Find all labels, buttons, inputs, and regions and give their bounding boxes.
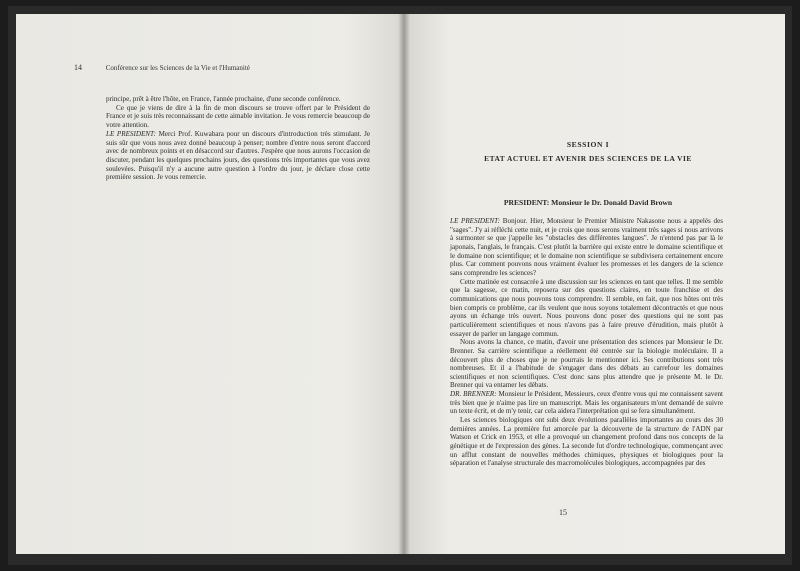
left-paragraph [106, 104, 370, 130]
right-paragraph [450, 338, 723, 390]
left-page-number: 14 [74, 63, 82, 72]
speaker-label: LE PRESIDENT: [106, 129, 156, 138]
session-president: PRESIDENT: Monsieur le Dr. Donald David Brown [503, 198, 673, 207]
paragraph-text: Ce que je viens de dire à la fin de mon discours se trouve offert par le Président de France et je suis très reconnaissant de cette aimable invitation. Je vous remercie beaucoup de votre attention. [106, 103, 370, 130]
session-title: SESSION I [566, 140, 610, 149]
left-paragraph [106, 130, 370, 182]
paragraph-text: Merci Prof. Kuwabara pour un discours d'introduction très stimulant. Je suis sûr que vous nous avez donné beaucoup à penser; nombre d'entre nous seront d'accord avec de nombreux points et en désaccord sur d'autres. J'espère que nous aurons l'occasion de discuter, pendant les quelques prochains jours, des questions très importantes que vous avez soulevées. Puisqu'il n'y a aucune autre question à l'ordre du jour, je déclare close cette première session. Je vous remercie. [106, 129, 370, 182]
paragraph-text: principe, prêt à être l'hôte, en France, l'année prochaine, d'une seconde conférence. [106, 95, 341, 103]
left-paragraph [106, 95, 370, 104]
paragraph-text: Les sciences biologiques ont subi deux évolutions parallèles importantes au cours des 30 dernières années. La première fut amorcée par la découverte de la structure de l'ADN par Watson et Crick en 1953, et elle a provoqué un changement profond dans nos concepts de la génétique et de l'expression des gènes. La seconde fut d'ordre technologique, commençant avec un afflut constant de nouvelles méthodes chimiques, physiques et biologiques pour la séparation et l'analyse structurale des macromolécules biologiques, accompagnées par des [450, 416, 723, 468]
book-gutter [398, 14, 410, 554]
paragraph-text: Cette matinée est consacrée à une discussion sur les sciences en tant que telles. Il me semble que la sagesse, ce matin, reposera sur des questions claires, en toute franchise et des communications que nous pouvons tous comprendre. Il semble, en fait, que nos hôtes ont très bien compris ce problème, car ils veulent que nous soyons totalement décontractés et que nous ayons un échange très ouvert. Nous pouvons donc poser des questions qui ne sont pas particulièrement scientifiques et nous n'avons pas à faire preuve d'érudition, mais plutôt à essayer de parler un langage commun. [450, 277, 723, 338]
speaker-label: LE PRESIDENT: [450, 217, 501, 225]
right-body-text [450, 217, 723, 468]
left-running-head [74, 63, 250, 72]
right-paragraph [450, 390, 723, 416]
paragraph-text: Nous avons la chance, ce matin, d'avoir une présentation des sciences par Monsieur le Dr. Brenner. Sa carrière scientifique a réellement été centrée sur la biologie moléculaire. Il a découvert plus de choses que je ne pourrais le mentionner ici. Ses contributions sont très nombreuses. Et il a l'habitude de s'engager dans des débats au carrefour les domaines scientifiques et non scientifiques. C'est donc sans plus attendre que je présente M. le Dr. Brenner qui va entamer les débats. [450, 338, 723, 390]
paragraph-text: Monsieur le Président, Messieurs, ceux d'entre vous qui me connaissent savent très bien que je n'aime pas lire un manuscript. Mais les organisateurs m'ont demandé de suivre un texte écrit, et de m'y tenir, car cela aidera l'interprétation qui se fera simultanément. [450, 390, 723, 416]
right-page-number: 15 [559, 508, 567, 517]
speaker-label: DR. BRENNER: [450, 390, 497, 399]
left-body-text [106, 95, 370, 182]
session-subtitle: ETAT ACTUEL ET AVENIR DES SCIENCES DE LA VIE [484, 154, 692, 163]
right-paragraph [450, 416, 723, 468]
running-head-title: Conférence sur les Sciences de la Vie et l'Humanité [105, 64, 250, 72]
right-paragraph [450, 217, 723, 278]
paragraph-text: Bonjour. Hier, Monsieur le Premier Ministre Nakasone nous a appelés des "sages". J'y ai réfléchi cette nuit, et je crois que nous serons vraiment très sages si nous arrivons à surmonter se que j'appelle les "obstacles des différentes langues". Je n'entend pas par là le japonais, l'anglais, le français. C'est plutôt la barrière qui existe entre le domaine scientifique et le domaine non scientifique; et le domaine non scientifique se subdivisera certainement encore plus. Car comment pouvons nous vraiment évaluer les promesses et les dangers de la science sans comprendre les sciences? [450, 217, 723, 277]
right-paragraph [450, 278, 723, 339]
